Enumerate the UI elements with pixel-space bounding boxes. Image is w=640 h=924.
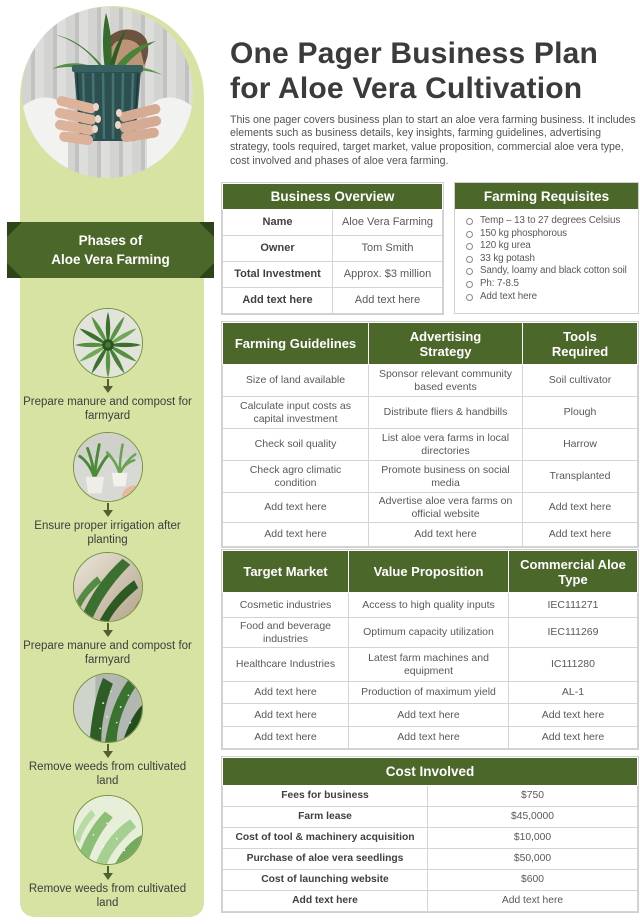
table-row — [223, 429, 638, 461]
table-cell: Cosmetic industries — [223, 593, 349, 618]
table-cell: Size of land available — [223, 365, 369, 397]
table-cell: Latest farm machines and equipment — [349, 648, 509, 682]
table-row — [223, 461, 638, 493]
circle-bullet-icon — [466, 243, 473, 250]
down-arrow-icon — [102, 503, 114, 517]
phase-label: Prepare manure and compost for farmyard — [23, 396, 192, 422]
table-cell: Add text here — [223, 682, 349, 704]
phase-photo-light-leaves — [73, 795, 143, 865]
table-cell: Add text here — [349, 727, 509, 749]
table-cell: Add text here — [509, 727, 638, 749]
farming-requisites-panel — [455, 183, 638, 313]
table-row — [223, 262, 443, 288]
table-cell: Distribute fliers & handbills — [369, 397, 523, 429]
table-row — [223, 288, 443, 314]
table-cell: Transplanted — [523, 461, 638, 493]
ribbon-title-line1: Phases of — [78, 233, 143, 248]
table-cell: Calculate input costs as capital investment — [223, 397, 369, 429]
page-title-line2: for Aloe Vera Cultivation — [230, 72, 583, 106]
table-cell: Add text here — [223, 704, 349, 727]
person-holding-aloe-pot-illustration — [22, 7, 193, 178]
ribbon-title-line2: Aloe Vera Farming — [51, 252, 170, 267]
table-cell: $750 — [428, 786, 638, 807]
table-cell: IEC111269 — [509, 618, 638, 648]
down-arrow-icon — [102, 379, 114, 393]
table-cell: Name — [223, 210, 333, 236]
target-market-table — [222, 550, 638, 749]
table-row — [223, 807, 638, 828]
table-cell: Add text here — [349, 704, 509, 727]
table-row — [223, 210, 443, 236]
page-title-line1: One Pager Business Plan — [230, 37, 599, 71]
table-cell: $600 — [428, 870, 638, 891]
table-cell: Promote business on social media — [369, 461, 523, 493]
table-cell: Sponsor relevant community based events — [369, 365, 523, 397]
table-header-row — [223, 758, 638, 786]
table-cell: Add text here — [428, 891, 638, 912]
table-cell: Add text here — [223, 493, 369, 523]
circle-bullet-icon — [466, 218, 473, 225]
phases-ribbon — [7, 222, 214, 278]
down-arrow-icon — [102, 866, 114, 880]
panel-title: Farming Requisites — [455, 183, 638, 209]
phase-label: Remove weeds from cultivated land — [28, 761, 187, 787]
table-cell: Harrow — [523, 429, 638, 461]
table-cell: $45,0000 — [428, 807, 638, 828]
list-item: 150 kg phosphorous — [464, 228, 636, 241]
table-cell: Approx. $3 million — [333, 262, 443, 288]
list-item: 33 kg potash — [464, 253, 636, 266]
circle-bullet-icon — [466, 281, 473, 288]
intro-paragraph: This one pager covers business plan to start an aloe vera farming business. It includes elements such as business details, key insights, farming guidelines, advertising strategy, tools required, target market, value proposition, commercial aloe vera type, cost involved and phases of aloe vera farming. — [230, 113, 636, 167]
list-item: Temp – 13 to 27 degrees Celsius — [464, 215, 636, 228]
list-item: Sandy, loamy and black cotton soil — [464, 265, 636, 278]
table-cell: Cost of tool & machinery acquisition — [223, 828, 428, 849]
column-header: Target Market — [223, 551, 349, 593]
phase-photo-closeup — [73, 552, 143, 622]
table-row — [223, 870, 638, 891]
table-cell: Access to high quality inputs — [349, 593, 509, 618]
phase-step-3 — [22, 552, 193, 667]
table-row — [223, 493, 638, 523]
table-cell: Add text here — [223, 891, 428, 912]
down-arrow-icon — [102, 623, 114, 637]
table-cell: AL-1 — [509, 682, 638, 704]
circle-bullet-icon — [466, 256, 473, 263]
phase-photo-potted-plants — [73, 432, 143, 502]
phase-step-5 — [22, 795, 193, 910]
table-cell: Add text here — [369, 523, 523, 547]
requisites-list — [455, 215, 638, 303]
table-row — [223, 704, 638, 727]
phase-label: Prepare manure and compost for farmyard — [23, 640, 192, 666]
table-cell: $50,000 — [428, 849, 638, 870]
table-cell: $10,000 — [428, 828, 638, 849]
list-item: Add text here — [464, 291, 636, 304]
table-cell: Add text here — [223, 727, 349, 749]
column-header: Value Proposition — [349, 551, 509, 593]
phase-step-2 — [22, 432, 193, 547]
table-title: Business Overview — [223, 184, 443, 210]
phase-photo-rosette — [73, 308, 143, 378]
table-header-row — [223, 551, 638, 593]
farming-guidelines-table — [222, 322, 638, 547]
table-row — [223, 523, 638, 547]
column-header: Commercial Aloe Type — [509, 551, 638, 593]
table-cell: Add text here — [509, 704, 638, 727]
column-header: Farming Guidelines — [223, 323, 369, 365]
phase-label: Ensure proper irrigation after planting — [34, 520, 181, 546]
list-item: 120 kg urea — [464, 240, 636, 253]
table-row — [223, 236, 443, 262]
table-row — [223, 648, 638, 682]
hero-photo — [22, 7, 193, 178]
page-title — [230, 36, 632, 106]
table-cell: Total Investment — [223, 262, 333, 288]
table-header-row — [223, 184, 443, 210]
business-overview-table — [222, 183, 443, 314]
table-cell: Optimum capacity utilization — [349, 618, 509, 648]
cost-involved-table — [222, 757, 638, 912]
table-row — [223, 593, 638, 618]
circle-bullet-icon — [466, 294, 473, 301]
table-cell: Owner — [223, 236, 333, 262]
column-header: Tools Required — [523, 323, 638, 365]
table-cell: Add text here — [523, 523, 638, 547]
list-item: Ph: 7-8.5 — [464, 278, 636, 291]
table-row — [223, 828, 638, 849]
table-cell: Purchase of aloe vera seedlings — [223, 849, 428, 870]
phase-step-4 — [22, 673, 193, 788]
phase-photo-dark-leaves — [73, 673, 143, 743]
table-row — [223, 727, 638, 749]
phase-step-1 — [22, 308, 193, 423]
table-cell: IC111280 — [509, 648, 638, 682]
table-cell: Plough — [523, 397, 638, 429]
table-cell: Add text here — [333, 288, 443, 314]
table-cell: IEC111271 — [509, 593, 638, 618]
table-header-row — [223, 323, 638, 365]
table-cell: Advertise aloe vera farms on official website — [369, 493, 523, 523]
table-cell: List aloe vera farms in local directories — [369, 429, 523, 461]
table-row — [223, 618, 638, 648]
table-row — [223, 397, 638, 429]
circle-bullet-icon — [466, 231, 473, 238]
table-cell: Farm lease — [223, 807, 428, 828]
table-row — [223, 786, 638, 807]
phase-label: Remove weeds from cultivated land — [28, 883, 187, 909]
table-cell: Check agro climatic condition — [223, 461, 369, 493]
table-cell: Fees for business — [223, 786, 428, 807]
table-cell: Production of maximum yield — [349, 682, 509, 704]
column-header: Advertising Strategy — [369, 323, 523, 365]
table-cell: Soil cultivator — [523, 365, 638, 397]
table-cell: Cost of launching website — [223, 870, 428, 891]
table-cell: Aloe Vera Farming — [333, 210, 443, 236]
table-row — [223, 365, 638, 397]
circle-bullet-icon — [466, 268, 473, 275]
table-row — [223, 891, 638, 912]
table-cell: Check soil quality — [223, 429, 369, 461]
table-cell: Healthcare Industries — [223, 648, 349, 682]
table-cell: Add text here — [223, 523, 369, 547]
table-cell: Tom Smith — [333, 236, 443, 262]
down-arrow-icon — [102, 744, 114, 758]
table-cell: Add text here — [223, 288, 333, 314]
table-row — [223, 682, 638, 704]
table-cell: Food and beverage industries — [223, 618, 349, 648]
table-title: Cost Involved — [223, 758, 638, 786]
table-row — [223, 849, 638, 870]
table-cell: Add text here — [523, 493, 638, 523]
